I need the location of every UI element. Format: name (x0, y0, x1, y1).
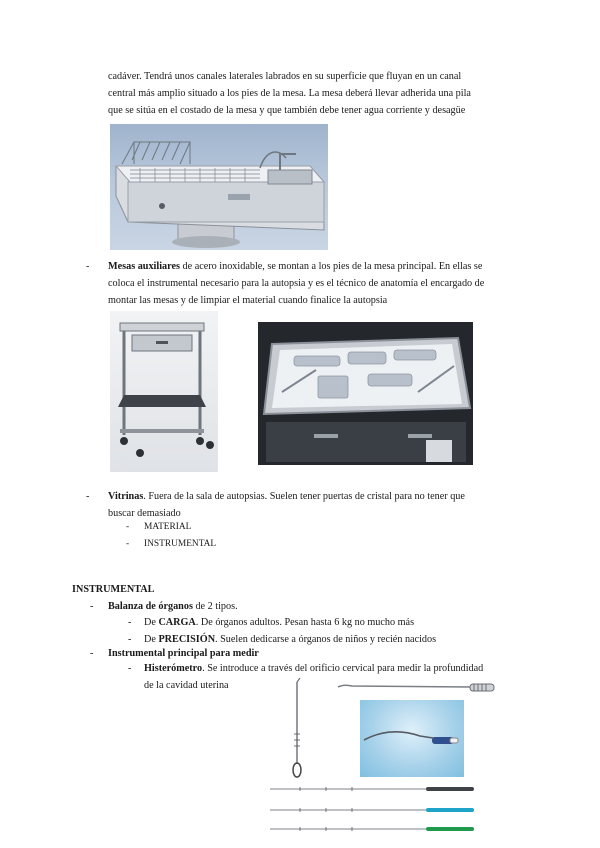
carga-term: CARGA (158, 617, 196, 628)
histerometro-bullet: - (128, 663, 132, 674)
vitrinas-sub-1-label: MATERIAL (144, 522, 192, 532)
vitrinas-term: Vitrinas (108, 491, 144, 502)
vitrinas-bullet: - (86, 491, 90, 502)
carga-pre: De (144, 617, 159, 628)
balanza-bullet: - (90, 601, 94, 612)
precision-rest: . Suelen dedicarse a órganos de niños y recién nacidos (215, 634, 437, 645)
vitrinas-sub-2-label: INSTRUMENTAL (144, 539, 217, 549)
mesas-bullet: - (86, 261, 90, 272)
carga-rest: . De órganos adultos. Pesan hasta 6 kg no mucho más (195, 617, 415, 628)
mesas-line-3: montar las mesas y de limpiar el material cuando finalice la autopsia (108, 295, 388, 306)
precision-term: PRECISIÓN (158, 634, 216, 645)
intro-line-1: cadáver. Tendrá unos canales laterales labrados en su superficie que fluyan en un canal (108, 71, 462, 82)
mesas-line-2: coloca el instrumental necesario para la autopsia y es el técnico de anatomía el encargado de (108, 278, 485, 289)
mesas-term: Mesas auxiliares (108, 261, 180, 272)
vitrinas-line-1-rest: . Fuera de la sala de autopsias. Suelen tener puertas de cristal para no tener que (143, 491, 465, 502)
precision-pre: De (144, 634, 159, 645)
precision-bullet: - (128, 634, 132, 645)
mesas-line-1-rest: de acero inoxidable, se montan a los pies de la mesa principal. En ellas se (179, 261, 483, 272)
balanza-rest: de 2 tipos. (192, 601, 238, 612)
histerometro-term: Histerómetro (144, 663, 203, 674)
vitrinas-sub-2-bullet: - (126, 539, 130, 549)
intro-line-3: que se sitúa en el costado de la mesa y que también debe tener agua corriente y desagüe (108, 105, 466, 116)
balanza-line (108, 598, 238, 615)
horizontal-hysterometer-image (336, 681, 496, 695)
vitrinas-line-2: buscar demasiado (108, 508, 181, 519)
instrument-tray-photo (258, 322, 473, 465)
vitrinas-line-1 (108, 488, 465, 505)
hysterometer-blue-photo (360, 700, 464, 777)
carga-bullet: - (128, 617, 132, 628)
intro-line-2: central más amplio situado a los pies de la mesa. La mesa deberá llevar adherida una pila (108, 88, 471, 99)
colored-hysterometers-image (266, 784, 478, 832)
instrumental-heading: INSTRUMENTAL (72, 584, 155, 595)
vitrinas-sub-1-bullet: - (126, 522, 130, 532)
histerometro-line-2: de la cavidad uterina (144, 680, 229, 691)
histerometro-line-1 (144, 660, 483, 677)
autopsy-table-photo (110, 124, 328, 250)
mesas-line-1 (108, 258, 482, 275)
carga-line (144, 614, 414, 631)
auxiliary-cart-photo (110, 311, 218, 472)
principal-term: Instrumental principal para medir (108, 648, 259, 659)
histerometro-line-1-rest: . Se introduce a través del orificio cervical para medir la profundidad (202, 663, 484, 674)
principal-bullet: - (90, 648, 94, 659)
balanza-term: Balanza de órganos (108, 601, 193, 612)
vertical-hysterometer-image (284, 678, 310, 780)
